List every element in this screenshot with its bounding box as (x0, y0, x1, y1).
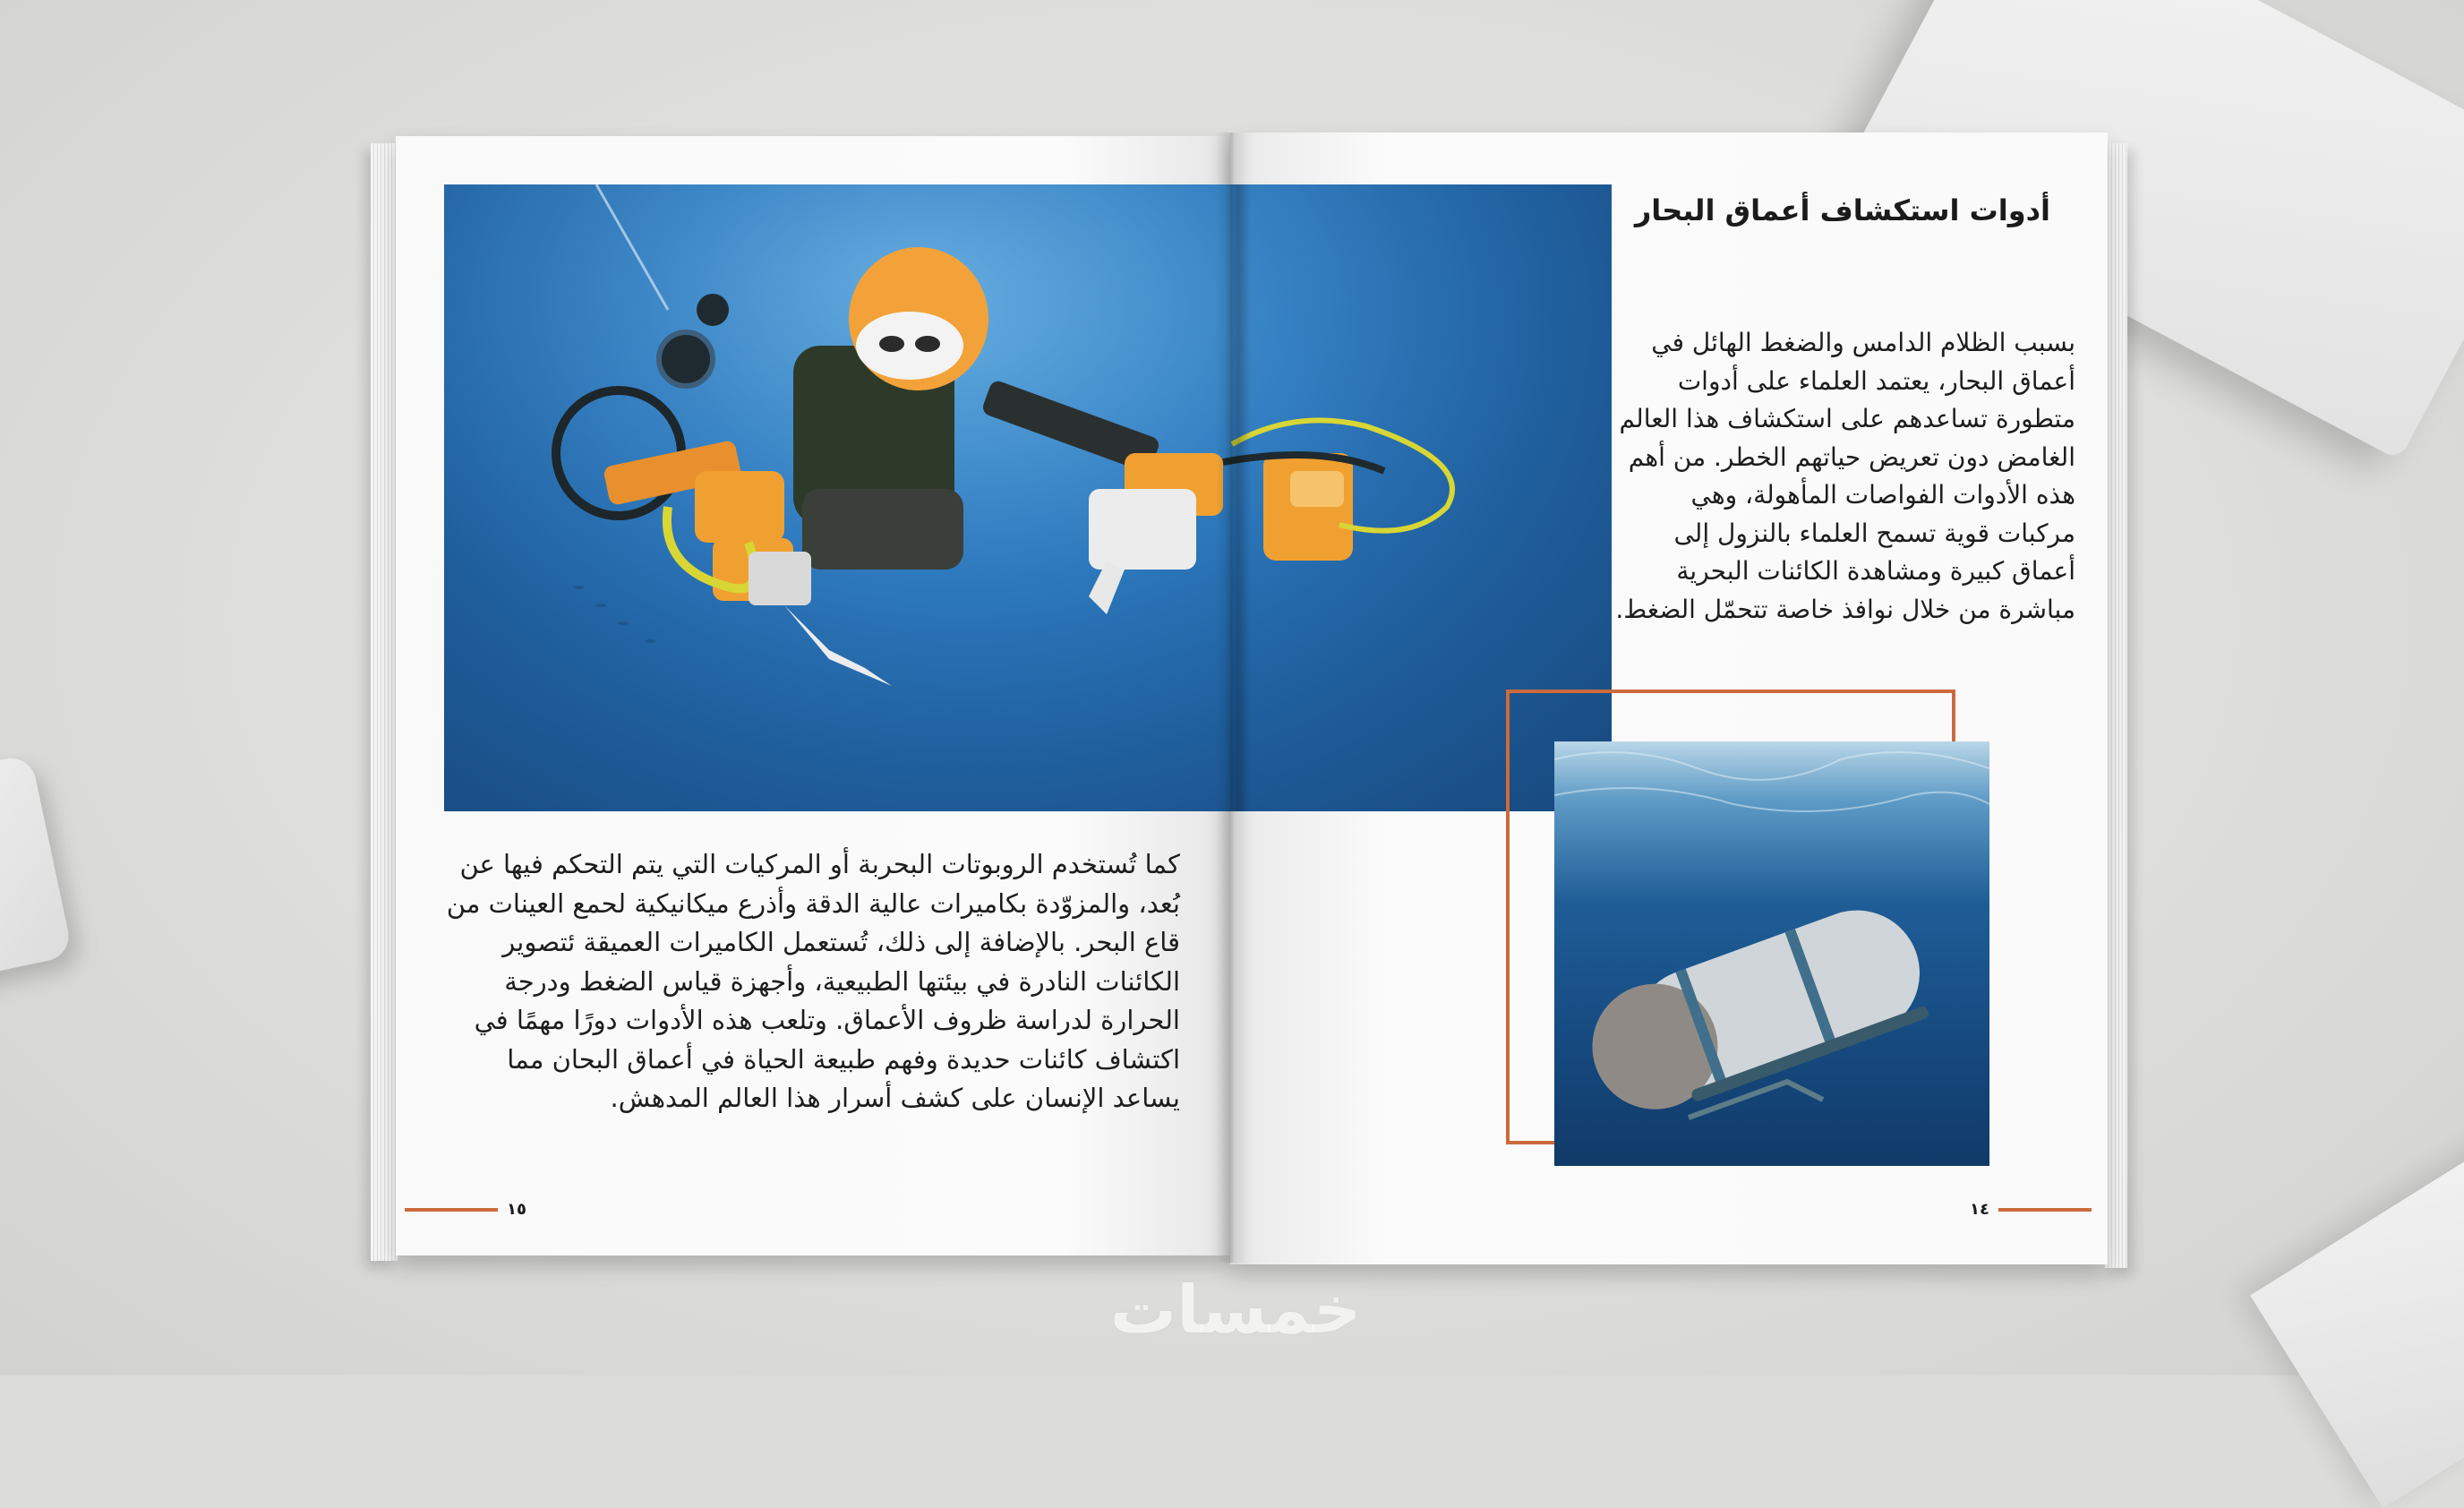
robot-photo (444, 184, 1612, 811)
watermark-logo: خمسات (1109, 1272, 1362, 1349)
submarine-photo (1554, 741, 1989, 1166)
page-title: أدوات استكشاف أعماق البحار (1634, 193, 2050, 227)
folio-rule (405, 1208, 498, 1212)
page-edges-left (371, 143, 398, 1261)
left-page-number (405, 1200, 526, 1219)
folio-rule (1998, 1208, 2092, 1212)
right-page-number (1970, 1200, 2092, 1219)
robot-illustration (444, 184, 1612, 811)
page-number: ١٥ (507, 1200, 526, 1219)
page-number: ١٤ (1970, 1200, 1989, 1219)
book-gutter (1216, 133, 1246, 1263)
left-body-text: كما تُستخدم الروبوتات البحربة أو المركيات التي يتم التحكم فيها عن بُعد، والمزوّدة بكاميرات عالية الدقة وأذرع ميكانيكية لحمع العينات من قاع البحر. بالإضافة إلى ذلك، تُستعمل الكاميرات العميقة ئتصوير الكائنات النادرة في بيئتها الطبيعية، وأجهزة قياس الضغط ودرجة الحرارة لدراسة ظروف الأعماق. وتلعب هذه الأدوات دورًا مهمًا في اكتشاف كائنات حديدة وفهم طبيعة الحياة في أعماق البحان مما يساعد الإنسان على كشف أسرار هذا العالم المدهش. (446, 849, 1180, 1113)
right-body-text: بسبب الظلام الدامس والضغط الهائل في أعماق البحار، يعتمد العلماء على أدوات متطورة تساعدهم على استكشاف هذا العالم الغامض دون تعريض حياتهم الخطر. من أهم هذه الأدوات الفواصات المأهولة، وهي مركبات قوية تسمح العلماء بالنزول إلى أعماق كبيرة ومشاهدة الكائنات البحرية مباشرة من خلال نوافذ خاصة تتحمّل الضغط. (1615, 328, 2075, 624)
submarine-illustration (1554, 741, 1989, 1166)
